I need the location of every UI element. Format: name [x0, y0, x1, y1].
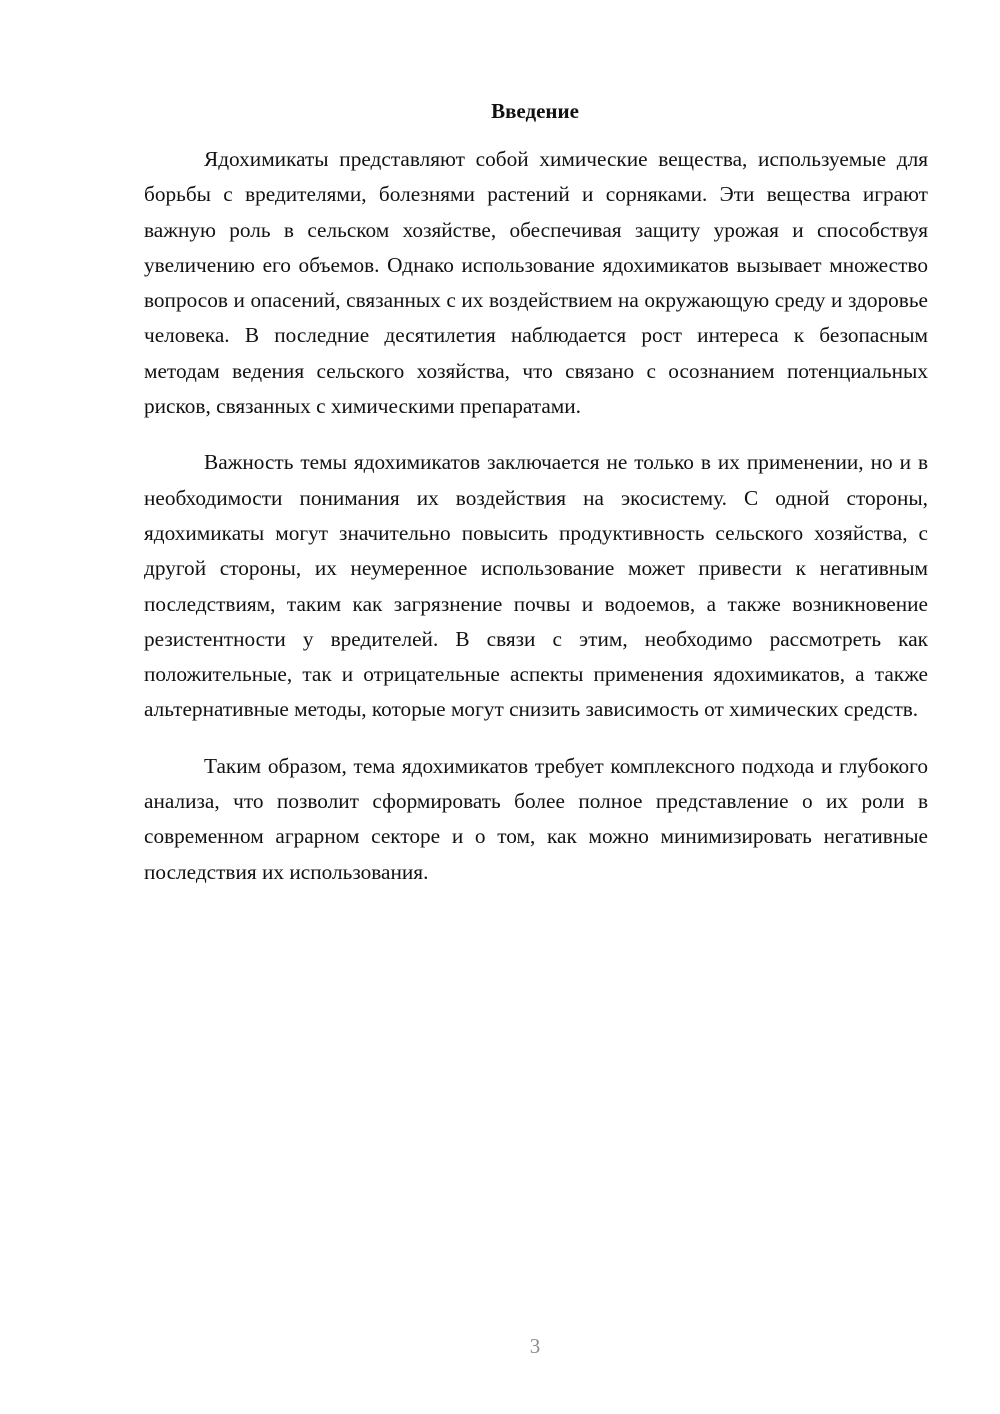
body-text [144, 142, 928, 911]
paragraph-2: Важность темы ядохимикатов заключается не только в их применении, но и в необходимости понимания их воздействия на экосистему. С одной стороны, ядохимикаты могут значительно повысить продуктивность сельского хозяйства, с другой стороны, их неумеренное использование может привести к негативным последствиям, таким как загрязнение почвы и водоемов, а также возникновение резистентности у вредителей. В связи с этим, необходимо рассмотреть как положительные, так и отрицательные аспекты применения ядохимикатов, а также альтернативные методы, которые могут снизить зависимость от химических средств. [144, 450, 928, 722]
paragraph-3: Таким образом, тема ядохимикатов требует комплексного подхода и глубокого анализа, что позволит сформировать более полное представление о их роли в современном аграрном секторе и о том, как можно минимизировать негативные последствия их использования. [144, 753, 928, 884]
section-heading: Введение [491, 99, 579, 123]
page-number: 3 [529, 1334, 541, 1358]
paragraph-1: Ядохимикаты представляют собой химические вещества, используемые для борьбы с вредителями, болезнями растений и сорняками. Эти вещества играют важную роль в сельском хозяйстве, обеспечивая защиту урожая и способствуя увеличению его объемов. Однако использование ядохимикатов вызывает множество вопросов и опасений, связанных с их воздействием на окружающую среду и здоровье человека. В последние десятилетия наблюдается рост интереса к безопасным методам ведения сельского хозяйства, что связано с осознанием потенциальных рисков, связанных с химическими препаратами. [144, 147, 928, 419]
